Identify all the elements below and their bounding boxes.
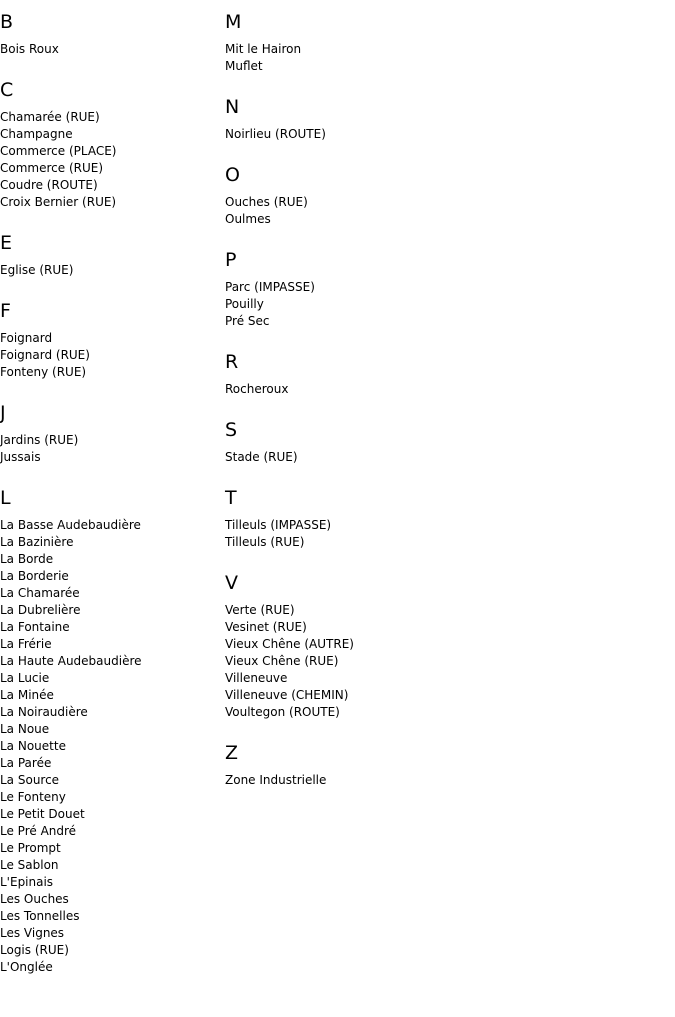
street-name: Les Ouches bbox=[0, 892, 69, 906]
letter-section bbox=[225, 419, 445, 466]
street-name: Muflet bbox=[225, 59, 263, 73]
street-name: Commerce (PLACE) bbox=[0, 144, 117, 158]
letter-section bbox=[225, 351, 445, 398]
section-letter-heading: O bbox=[225, 164, 240, 186]
street-name: Villeneuve (CHEMIN) bbox=[225, 688, 349, 702]
letter-section bbox=[225, 742, 445, 789]
street-name: La Noue bbox=[0, 722, 50, 736]
letter-section bbox=[0, 402, 220, 466]
section-letter-heading: F bbox=[0, 300, 11, 322]
street-name: La Dubrelière bbox=[0, 603, 81, 617]
street-name: L'Onglée bbox=[0, 960, 53, 974]
section-letter-heading: J bbox=[0, 402, 6, 424]
section-letter-heading: N bbox=[225, 96, 240, 118]
street-name: Voultegon (ROUTE) bbox=[225, 705, 340, 719]
section-letter-heading: C bbox=[0, 79, 14, 101]
street-name: Foignard bbox=[0, 331, 53, 345]
section-letter-heading: Z bbox=[225, 742, 239, 764]
street-list bbox=[0, 262, 220, 279]
street-list bbox=[0, 41, 220, 58]
street-name: Champagne bbox=[0, 127, 73, 141]
letter-section bbox=[0, 487, 220, 976]
street-name: Tilleuls (RUE) bbox=[225, 535, 305, 549]
section-letter-heading: P bbox=[225, 249, 237, 271]
street-name: Le Prompt bbox=[0, 841, 61, 855]
street-name: Oulmes bbox=[225, 212, 271, 226]
letter-section bbox=[225, 164, 445, 228]
street-name: La Chamarée bbox=[0, 586, 80, 600]
street-name: Jussais bbox=[0, 450, 41, 464]
section-letter-heading: T bbox=[225, 487, 237, 509]
letter-section bbox=[0, 300, 220, 381]
street-name: La Minée bbox=[0, 688, 54, 702]
street-name: Coudre (ROUTE) bbox=[0, 178, 98, 192]
street-name: La Lucie bbox=[0, 671, 50, 685]
section-letter-heading: R bbox=[225, 351, 239, 373]
section-letter-heading: L bbox=[0, 487, 11, 509]
street-name: Le Petit Douet bbox=[0, 807, 85, 821]
street-name: Le Pré André bbox=[0, 824, 77, 838]
street-name: Vieux Chêne (AUTRE) bbox=[225, 637, 354, 651]
section-letter-heading: E bbox=[0, 232, 13, 254]
street-name: Ouches (RUE) bbox=[225, 195, 308, 209]
street-name: La Bazinière bbox=[0, 535, 74, 549]
section-letter-heading: V bbox=[225, 572, 238, 594]
section-letter-heading: S bbox=[225, 419, 238, 441]
street-list bbox=[0, 109, 220, 211]
street-name: Mit le Hairon bbox=[225, 42, 302, 56]
section-letter-heading: B bbox=[0, 11, 14, 33]
street-name: Les Tonnelles bbox=[0, 909, 80, 923]
street-index-column-right bbox=[225, 0, 445, 810]
street-name: La Borde bbox=[0, 552, 54, 566]
letter-section bbox=[225, 11, 445, 75]
street-name: Vesinet (RUE) bbox=[225, 620, 307, 634]
street-list bbox=[0, 330, 220, 381]
street-list bbox=[225, 126, 445, 143]
street-name: Stade (RUE) bbox=[225, 450, 298, 464]
street-name: La Haute Audebaudière bbox=[0, 654, 142, 668]
street-name: Chamarée (RUE) bbox=[0, 110, 100, 124]
street-list bbox=[225, 602, 445, 721]
letter-section bbox=[225, 572, 445, 721]
street-name: L'Epinais bbox=[0, 875, 54, 889]
street-name: Tilleuls (IMPASSE) bbox=[225, 518, 332, 532]
street-name: Parc (IMPASSE) bbox=[225, 280, 315, 294]
letter-section bbox=[225, 249, 445, 330]
section-letter-heading: M bbox=[225, 11, 242, 33]
street-list bbox=[0, 432, 220, 466]
street-name: Le Sablon bbox=[0, 858, 59, 872]
letter-section bbox=[225, 487, 445, 551]
street-name: Noirlieu (ROUTE) bbox=[225, 127, 326, 141]
street-list bbox=[225, 381, 445, 398]
street-name: La Parée bbox=[0, 756, 52, 770]
street-index-column-left bbox=[0, 0, 220, 997]
street-name: Commerce (RUE) bbox=[0, 161, 104, 175]
street-name: La Noiraudière bbox=[0, 705, 88, 719]
street-name: La Fontaine bbox=[0, 620, 70, 634]
street-list bbox=[225, 279, 445, 330]
street-name: Verte (RUE) bbox=[225, 603, 295, 617]
letter-section bbox=[0, 232, 220, 279]
street-name: Croix Bernier (RUE) bbox=[0, 195, 117, 209]
letter-section bbox=[0, 11, 220, 58]
street-name: La Borderie bbox=[0, 569, 69, 583]
street-name: Vieux Chêne (RUE) bbox=[225, 654, 339, 668]
street-name: Rocheroux bbox=[225, 382, 289, 396]
street-name: Eglise (RUE) bbox=[0, 263, 74, 277]
street-name: Jardins (RUE) bbox=[0, 433, 79, 447]
street-name: Foignard (RUE) bbox=[0, 348, 90, 362]
street-list bbox=[225, 449, 445, 466]
street-name: Pouilly bbox=[225, 297, 264, 311]
street-name: La Frérie bbox=[0, 637, 52, 651]
letter-section bbox=[0, 79, 220, 211]
street-name: Zone Industrielle bbox=[225, 773, 327, 787]
street-list bbox=[225, 772, 445, 789]
street-list bbox=[225, 194, 445, 228]
street-name: Villeneuve bbox=[225, 671, 288, 685]
street-list bbox=[225, 517, 445, 551]
street-name: Pré Sec bbox=[225, 314, 270, 328]
letter-section bbox=[225, 96, 445, 143]
street-name: La Source bbox=[0, 773, 60, 787]
street-list bbox=[0, 517, 220, 976]
street-list bbox=[225, 41, 445, 75]
street-name: Le Fonteny bbox=[0, 790, 66, 804]
street-name: Les Vignes bbox=[0, 926, 65, 940]
street-name: Logis (RUE) bbox=[0, 943, 69, 957]
street-name: Fonteny (RUE) bbox=[0, 365, 87, 379]
street-name: La Nouette bbox=[0, 739, 66, 753]
street-name: La Basse Audebaudière bbox=[0, 518, 141, 532]
street-name: Bois Roux bbox=[0, 42, 59, 56]
